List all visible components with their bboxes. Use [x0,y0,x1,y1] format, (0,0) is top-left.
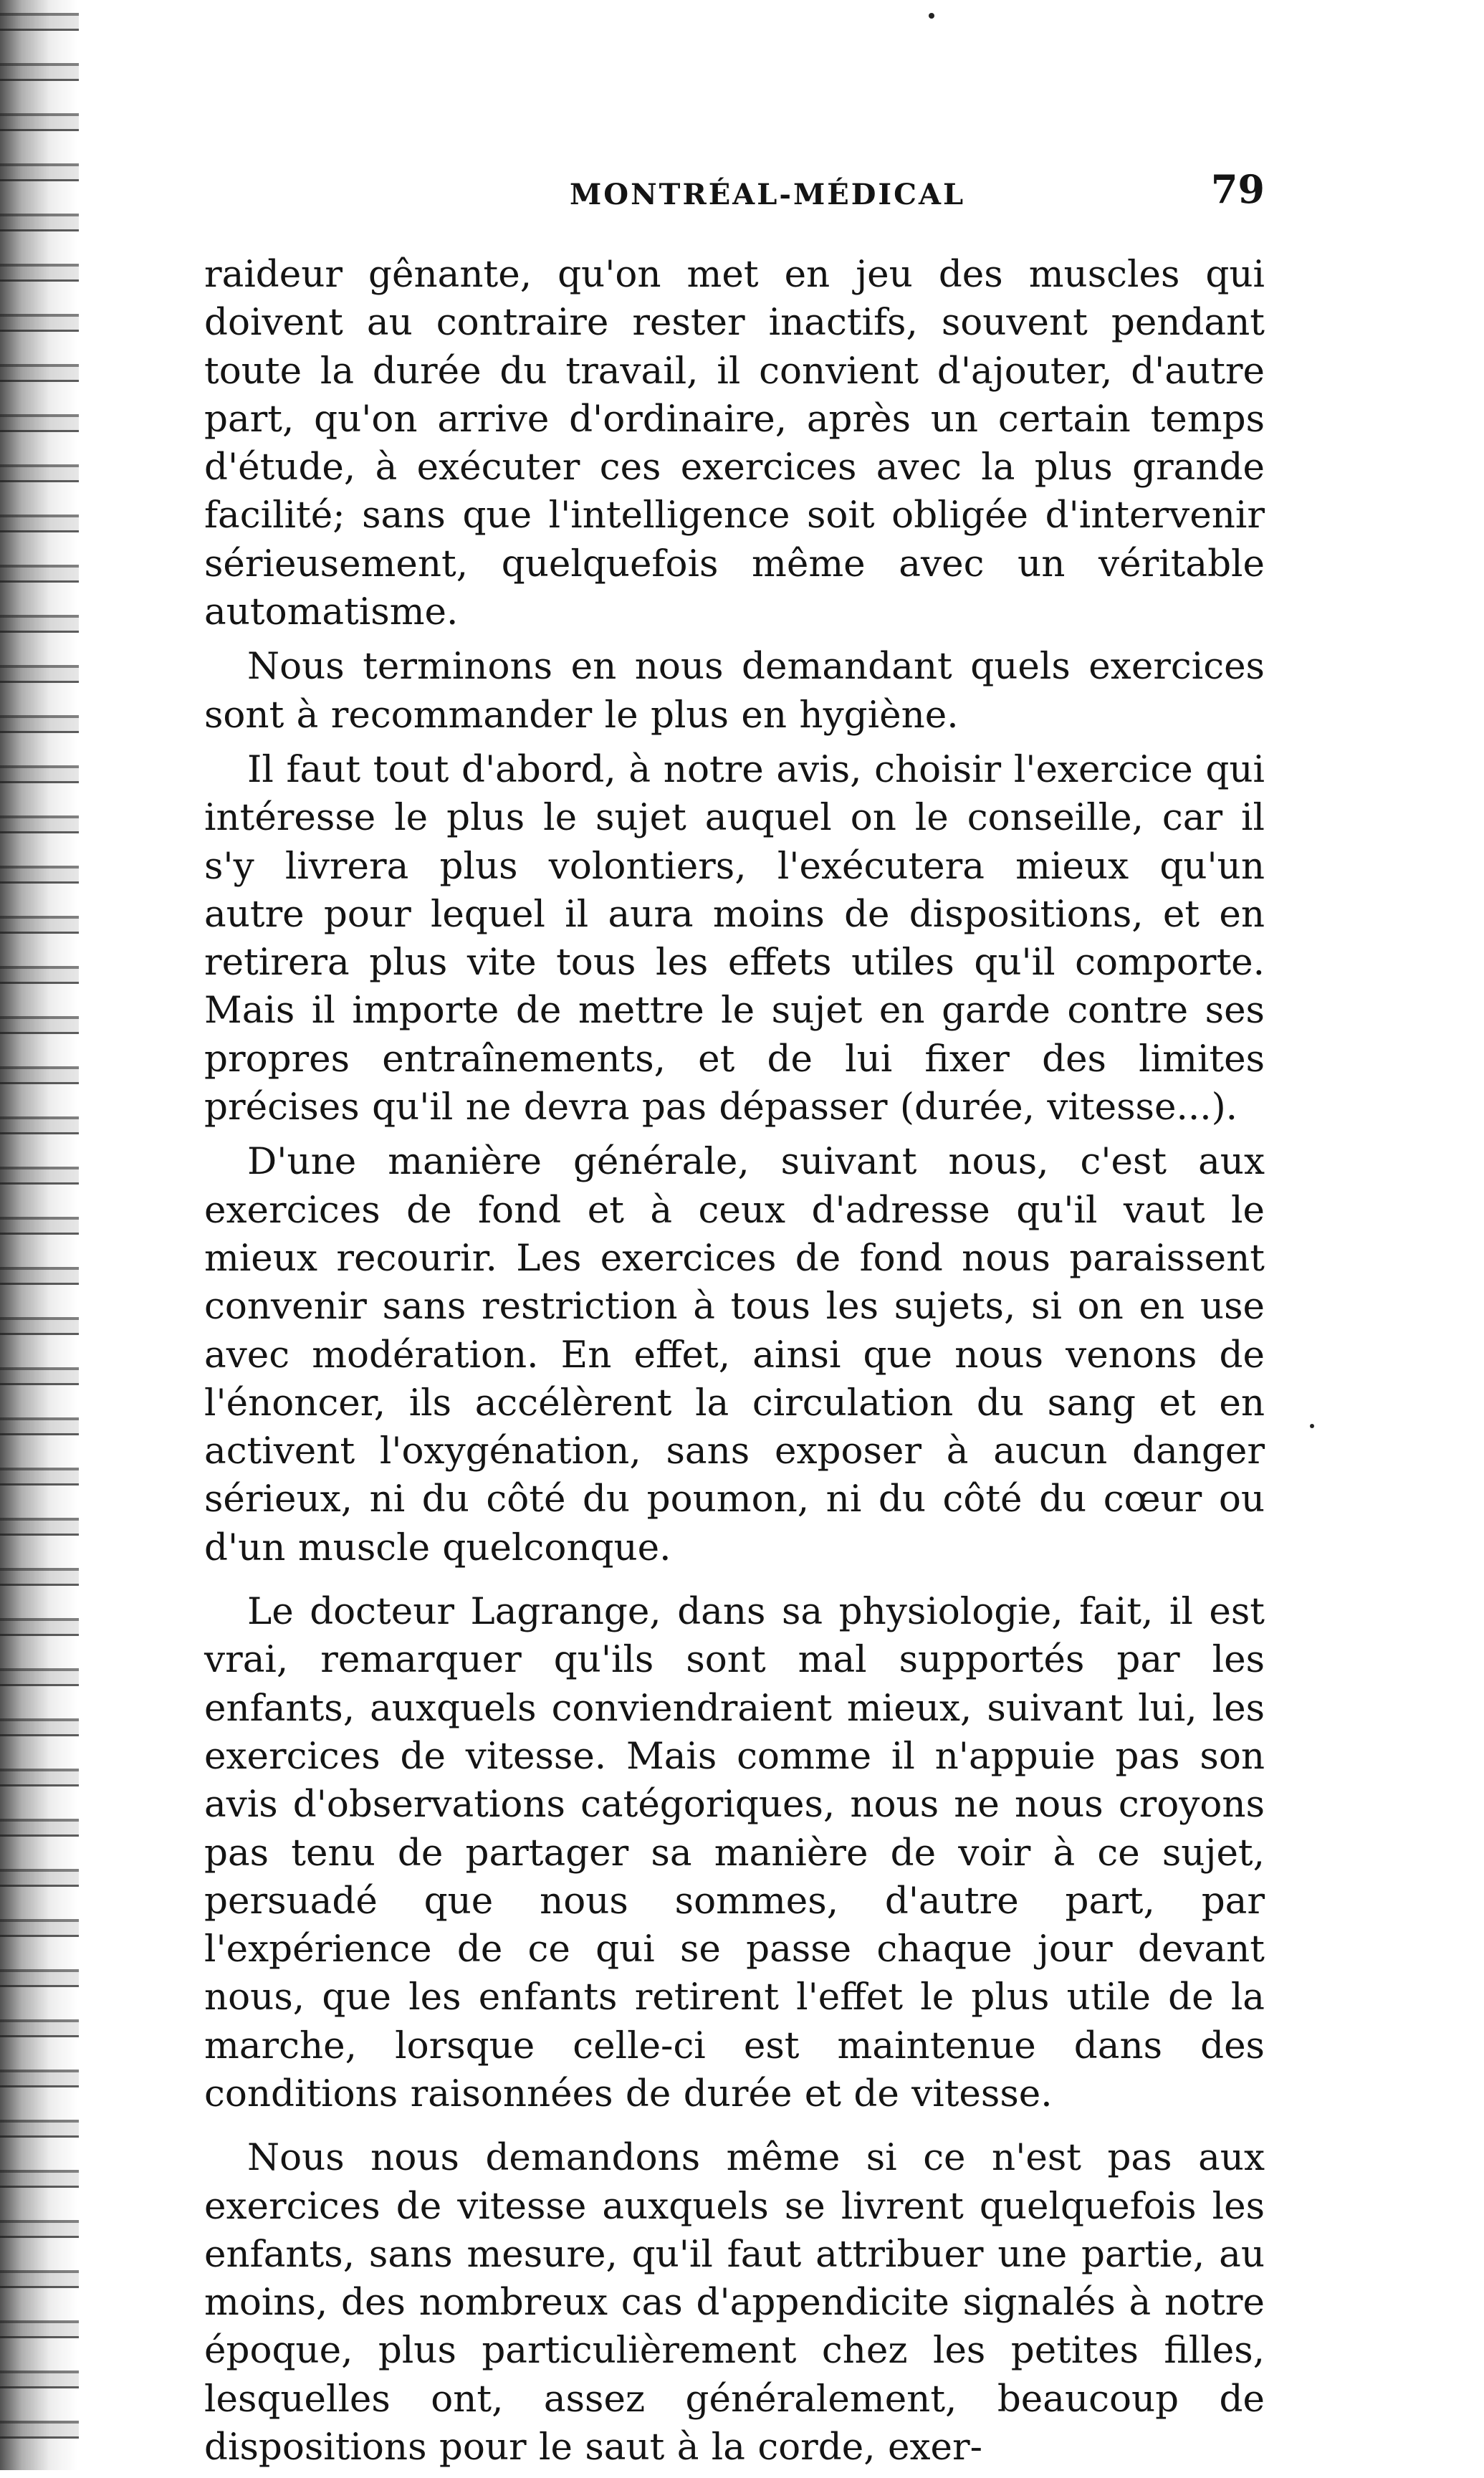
page-header [204,163,1279,221]
paragraph-continuation: raideur gênante, qu'on met en jeu des muscles qui doivent au contraire rester inactifs, souvent pendant toute la durée du travail, il convient d'ajouter, d'autre part, qu'on arrive d'ordinaire, après un certain temps d'étude, à exécuter ces exercices avec la plus grande facilité; sans que l'intelligence soit obligée d'intervenir sérieusement, quelquefois même avec un véritable automatisme. [204,253,1265,634]
paragraph-6: Nous nous demandons même si ce n'est pas aux exercices de vitesse auxquels se livrent quelquefois les enfants, sans mesure, qu'il faut attribuer une partie, au moins, des nombreux cas d'appendicite signalés à notre époque, plus particulièrement chez les petites filles, lesquelles ont, assez généralement, beaucoup de dispositions pour le saut à la corde, exer- [204,2136,1265,2469]
paragraph-5: Le docteur Lagrange, dans sa physiologie, fait, il est vrai, remarquer qu'ils sont mal supportés par les enfants, auxquels conviendraient mieux, suivant lui, les exercices de vitesse. Mais comme il n'appuie pas son avis d'observations catégoriques, nous ne nous croyons pas tenu de partager sa manière de voir à ce sujet, persuadé que nous sommes, d'autre part, par l'expérience de ce qui se passe chaque jour devant nous, que les enfants retirent l'effet le plus utile de la marche, lorsque celle-ci est maintenue dans des conditions raisonnées de durée et de vitesse. [204,1590,1265,2115]
page-number: 79 [1210,166,1265,212]
paragraph-2: Nous terminons en nous demandant quels exercices sont à recommander le plus en hygiène. [204,645,1265,737]
body-text [204,251,1265,2478]
speck-top [929,13,934,19]
running-head: MONTRÉAL-MÉDICAL [570,178,966,211]
binding-edge-scan-artifact [0,0,79,2470]
paragraph-4: D'une manière générale, suivant nous, c'est aux exercices de fond et à ceux d'adresse qu'il vaut le mieux recourir. Les exercices de fond nous paraissent convenir sans restriction à tous les sujets, si on en use avec modération. En effet, ainsi que nous venons de l'énoncer, ils accélèrent la circulation du sang et en activent l'oxygénation, sans exposer à aucun danger sérieux, ni du côté du poumon, ni du côté du cœur ou d'un muscle quelconque. [204,1140,1265,1569]
paragraph-3: Il faut tout d'abord, à notre avis, choisir l'exercice qui intéresse le plus le sujet auquel on le conseille, car il s'y livrera plus volontiers, l'exécutera mieux qu'un autre pour lequel il aura moins de dispositions, et en retirera plus vite tous les effets utiles qu'il comporte. Mais il importe de mettre le sujet en garde contre ses propres entraînements, et de lui fixer des limites précises qu'il ne devra pas dépasser (durée, vitesse...). [204,747,1265,1129]
speck-margin-right [1310,1424,1314,1428]
